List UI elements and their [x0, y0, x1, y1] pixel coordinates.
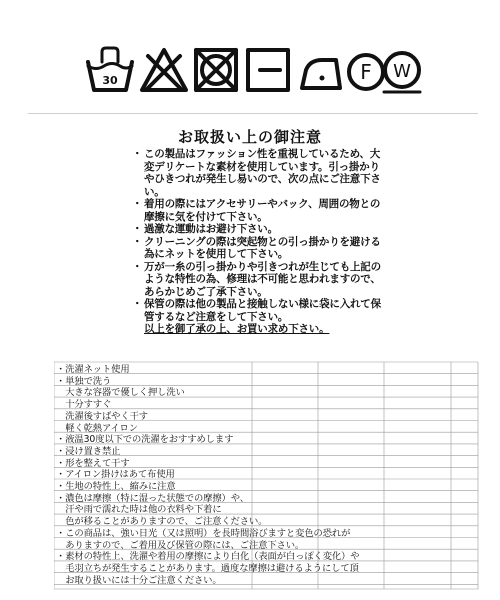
- table-row: ・単独で洗う: [56, 375, 112, 387]
- notice-body: [135, 148, 385, 336]
- notice-closing: 以上を御了承の上、お買い求め下さい。: [144, 323, 330, 335]
- notice-title: お取扱い上の御注意: [177, 128, 322, 146]
- table-row: ・液温30度以下での洗濯をおすすめします: [56, 434, 234, 446]
- notice-paragraph: ・ 保管の際は他の製品と接触しない様に袋に入れて保管するなど注意をして下さい。: [135, 298, 385, 323]
- svg-text:30: 30: [102, 74, 118, 87]
- table-row: ・アイロン掛けはあて布使用: [56, 469, 175, 481]
- notice-paragraph: ・ 万が一糸の引っ掛かりや引きつれが生じても上記のような特性の為、修理は不可能と思われますので、あらかじめご了承下さい。: [135, 261, 385, 299]
- dry-clean-f-icon: [349, 55, 383, 89]
- table-row: ・生地の特性上、縮みに注意: [56, 481, 176, 492]
- table-row: 汗や雨で濡れた時は他の衣料や下着に: [56, 504, 222, 516]
- table-row: ・濃色は摩擦（特に湿った状態での摩擦）や、: [56, 492, 249, 504]
- table-row: 色が移ることがありますので、ご注意ください。: [56, 516, 268, 528]
- svg-text:F: F: [360, 60, 372, 84]
- divider: [28, 113, 478, 114]
- no-tumble-dry-icon: [196, 50, 236, 90]
- table-row: 十分すすぐ: [56, 399, 112, 411]
- care-symbols: [84, 44, 424, 96]
- wet-clean-w-icon: [384, 53, 420, 92]
- table-row: ありますので、ご着用及び保管の際には、ご注意下さい。: [56, 539, 305, 551]
- svg-text:W: W: [393, 61, 411, 82]
- no-bleach-icon: [142, 50, 186, 90]
- notice-paragraph: ・ この製品はファッション性を重視しているため、大変デリケートな素材を使用しています。引っ掛かりやひきつれが発生し易いので、次の点にご注意下さい。: [135, 148, 385, 198]
- table-row: ・形を整えて干す: [56, 457, 130, 469]
- hand-wash-icon: [88, 48, 132, 90]
- notice-paragraph: ・ 着用の際にはアクセサリーやバック、周囲の物との摩擦に気を付けて下さい。: [135, 198, 385, 223]
- table-row: ・洗濯ネット使用: [56, 364, 130, 375]
- line-dry-icon: [248, 50, 288, 90]
- table-row: お取り扱いには十分ご注意ください。: [56, 574, 222, 586]
- table-row: 毛羽立ちが発生することがあります。過度な摩擦は避けるようにして頂: [56, 562, 359, 574]
- table-row: ・この商品は、強い日光（又は照明）を長時間浴びますと変色の恐れが: [56, 527, 351, 539]
- table-row: 大きな容器で優しく押し洗い: [56, 387, 185, 399]
- notice-paragraph: ・ クリーニングの際は突起物との引っ掛かりを避ける為にネットを使用して下さい。: [135, 236, 385, 261]
- table-row: 軽く乾熱アイロン: [56, 422, 138, 434]
- table-row: ・素材の特性上、洗濯や着用の摩擦により白化（表面が白っぽく変化）や: [56, 551, 360, 563]
- notice-paragraph: ・ 過激な運動はお避け下さい。: [135, 223, 385, 236]
- iron-low-icon: [302, 60, 340, 88]
- table-row: 洗濯後すばやく干す: [56, 410, 148, 422]
- care-instructions-table: [54, 361, 479, 590]
- table-row: ・浸け置き禁止: [56, 445, 121, 457]
